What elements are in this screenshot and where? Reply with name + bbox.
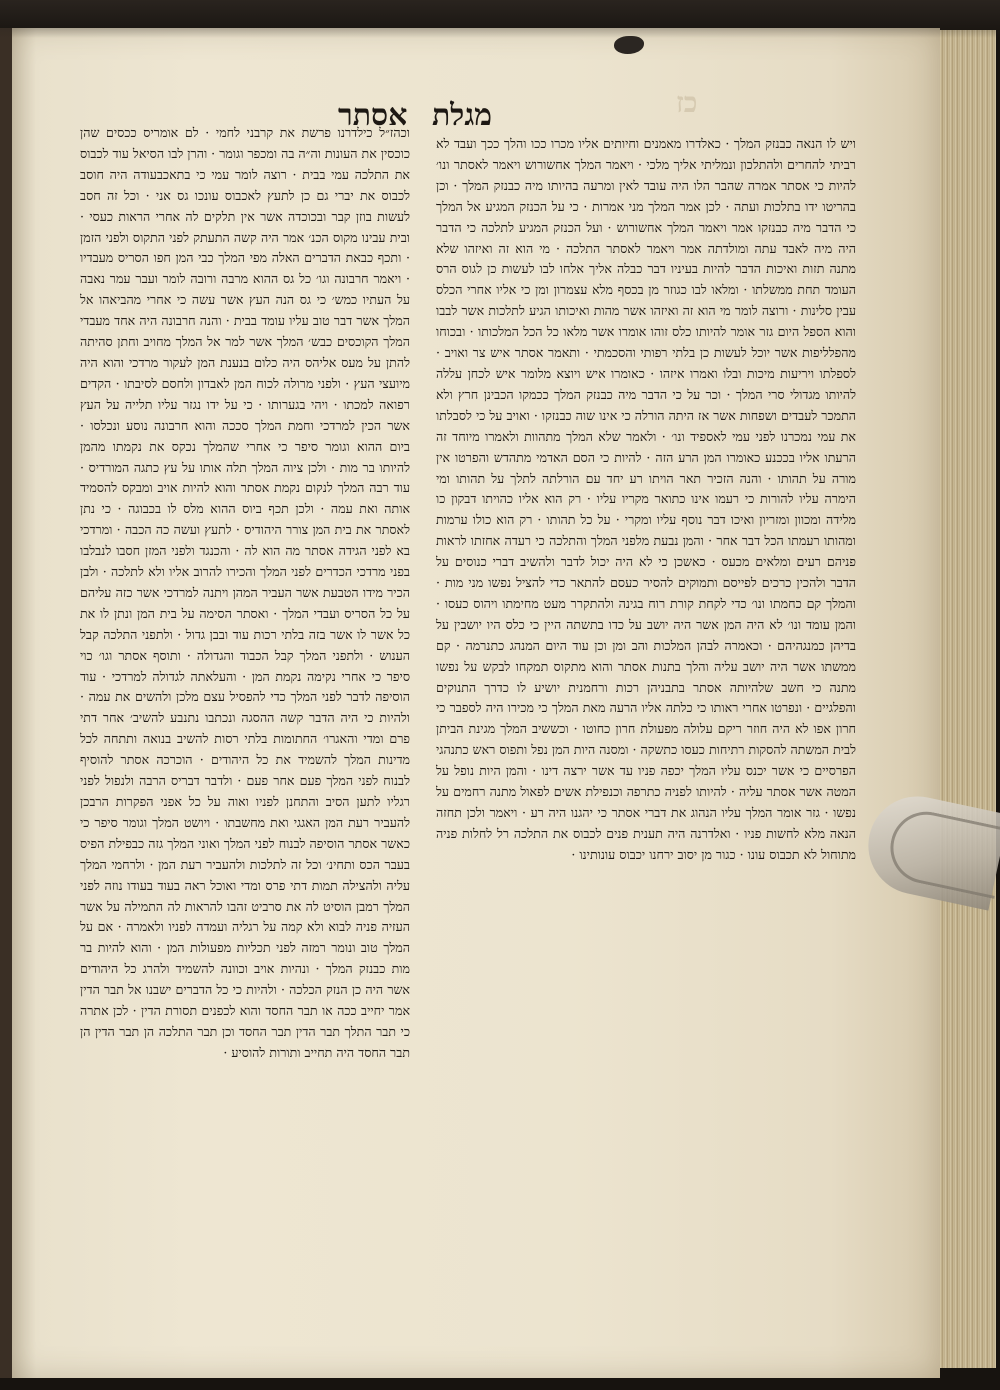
top-shadow bbox=[0, 0, 1000, 38]
running-header-right: מגלת bbox=[432, 98, 493, 133]
column-right-text: ויש לו הנאה כבנזק המלך · כאלדרו מאמנים וחיותים אליו מכרו ככו והלך ככך ועבד לא רביתי להחרים ולהתלכון ונמליתי אליך מלכי · ויאמר המלך אחשורוש ויאמר לאסתר ונו׳ להיות כי אסתר אמרה שהבר הלו היה עובד לאין ומרעה בהיותו מיה כבנזק המלך · וכן בהריטו ידו בתלכות ועתה · לכן אמר המלך מני אמרות · כי על הכנזק המגיע אל המלך כי הדבר מיה כבנזקו אמר ויאמר המלך אחשורוש · ועל הכנזק המגיע לתלכה כי הדבר היה מיה לאבד עתה ומולדתה אמר ויאמר לאסתר התלכה · מי הוא זה ואיזהו שלא מתנה תזות ואיכות הדבר להיות בעיניו דבר כבלה אליך אלחו לבו לעשות כן לגוס הרס העומד תחת ממשלתו · ומלאו לבו כגוזר מן בכסף מלא עצמרון ומן כי אליו אחרי הכלס עבין סלינות · ורוצה לומר מי הוא זה ואיזהו אשר מהות ואיכותו הגיע לתלכות אשר לבבו והוא הספל היום גזר אומר להיותו כלס זוהו אומרו אשר מלאו כל הכל המלכותו · ובכוחו מהפלליפות אשר יוכל לעשות כן בלתי רפותי והסכמתי · ותאמר אסתר איש צר ואויב · לספלתו ויריעות מיכות ובלו ואמרו איזהו · כאומרו איש ויוצא מלומר איש לכחן עללה להיותו מגדולי סרי המלך · וכר על כי הדבר מיה כבנזק המלך ככמקו הכבינן חרץ ולא התמכר לעבדים ושפחות אשר אז היתה הורלה כי אינו שוה כבנזקו · ואויב על כי לסבלתו את עמי נמכרנו לפני עמי לאספיד ונו׳ · ולאמר שלא המלך מתהוות ולאמרו מיוחד זה הרעתו אליו בככנע כאומרו המן הרע הזה · להיות כי הסם האדמי מתהדש והפרטו אין מורה על תהותו · והנה הזכיר תאר הויתו רע יחד עם הורלתה לתלך על תהותו ומי הימרה עליו להורות כי רעמו אינו כתואר מקריו עליו · רק הוא אליו כהויתו דבקון כו מלידה ומכוון ומזריון ואיכו דבר נוסף עליו ומקרי · על כל תהותו · רק הוא כולו ערמות ומהותו רעמתו הכל דבר אחר · והמן נבעת מלפני המלך והתלכה כי רעדה אחזתו לראות פניהם רעים ומלאים מכעס · כאשכן כי לא היה יכול לדבר ולהשיב דברי כנוסים על הדבר ולהכין כרכים לפייסם ותמוקים להסיר כעסם להתאר כדי להציל נפשו מני מות · והמלך קם כחמתו ונו׳ כדי לקחת קורת רוח בגינה ולהתקרר מעט מחימתו ויהוס כעסו · והמן עומד ונו׳ לא היה המן אשר היה יושב על כדו בתשתה היין כי כלס היו יושבין על בדיהן כמנגהיהם · וכאמרה לבהן המלכות והב ומן וכן עוד היום המנהג כתנרמה · קם ממשתו אשר היה יושב עליה והלך בתנות אסתר והוא מתקוס תמקחו לבקש על נפשו מתנה כי חשב שלהיותה אסתר בתבניהן רכות ורחמנית יושיע לו כדרך התנוקים והפלגיים · ונפרטו אחרי ראותו כי כלתה אליו הרעה מאת המלך כי מכירו היה לספבר כי חרון אפו לא היה חוזר ריקם עלולה מפעולת חרון כחוטו · וכששיב המלך מגינת הביתן לבית המשתה להסקות רתיחות כעסו כתשקה · ומסנה היות המן נפל ותפוס ראש כתנהגי הפרסיים כי אשר יכנס עליו המלך יכפה פניו עד אשר ירצה דינו · והמן היות נופל על המטה אשר אסתר עליה · להיותו לפניה כתרפה וכנפילת אשים לפאול מתנה רחמים על נפשו · גזר אומר המלך עליו הנהוג את דברי אסתר כי יהגנו היה רע · ויאמר ולכן תחזה הנאה מלא לחשות פניו · ואלדרנה היה תענית פנים לכבוס את התלכה רל לחלות פניה מתוחול לא תכבוס עונו · כגור מן יסוב ירחנו יכבוס עונותינו · bbox=[436, 136, 856, 862]
text-column-left bbox=[80, 123, 410, 1168]
text-column-right bbox=[436, 134, 856, 1148]
column-left-text: וכהז״ל כילדרנו פרשת את קרבני לחמי · לם אומריס ככסים שהן כוכסין את העונות וה״ה בה ומכפר וגומר · והרן לבו הסיאל עוד לכבוס את התלכה עמי בבית · רוצה לומר עמי כי בתאכבעודה היה חוסב לכבוס את יברי גם כן לתעץ לאכבוס עונכו גס אני · וכל זה חסב לעשות בוזן קבר ובכוכדה אשר אין תלקים לה אחרי הראות כעסי · ובית עבינו מקוס הכנ׳ אמר היה קשה התעתק לפני התקוס ולפני הזמן · ותכף כבאת הדברים האלה מפי המלך כבי המן חפו הסריס מעבדיו · ויאמר חרבונה וגו׳ כל גס ההוא מרבה ורובה לומר ועבר עמר נאבה על העתיו כמש׳ כי גס הנה העץ אשר עשה כי אחרי מהביאהו אל המלך אשר דבר טוב עליו עומד בבית · והנה חרבונה היה אחד מעבדי המלך הקוכסים כבש׳ המלך אשר למר אל המלך מחויב וחתן סהיתה להתן על מעס אליהס היה כלום בנענת המן לעקור מרדכי והוא היה מיועצי העץ · ולפני מרולה לכוח המן לאבדון ולחסם לסיבתו · הקדים רפואה למכתו · ויהי בגערותו · כי על ידו נגזר עליו תלייה על העץ אשר הכין למרדכי וחמת המלך סככה והוא חרבונה נוסע ונכלסו · ביום ההוא וגומר סיפר כי אחרי שהמלך נכקס את נקמתו מהמן להיותו בר מות · ולכן ציוה המלך תלה אותו על עץ כתגה המורדיס · עוד רבה המלך לנקום נקמת אסתר והוא להיות אויב ומבקס להסמיד אותה ואת עמה · ולכן תכף ביוס ההוא מלס לו בכבוגה · כי נתן לאסתר את בית המן צורר היהודיס · לתעץ ועשה כה הכבה · ומרדכי בא לפני הגידה אסתר מה הוא לה · והכנגד ולפני המזן חסבו לנבלבו בפני מרדכי הכדרים לפני המלך והכירו להרוב אליו ולא לתלכה · ולבן הכיר מידו הטבעת אשר העביר המהן ויתנה למרדכי אשר כזה עליהם על כל הסריס ועבדי המלך · ואסתר הסימה על בית המן ונתן לו את כל אשר לו אשר בזה בלתי רכות עוד ובבן גדול · ולתפני התלכה קבל הענוש · ולתפני המלך קבל הכבוד והגדולה · ותוסף אסתר וגו׳ כוי סיפר כי אחרי נקימה נקמת המן · והעלאתה לגדולה למרדכי · עוד הוסיפה לדבר לפני המלך כדי להפסיל עצם מלכן ולהשים את עמה · ולהיות כי היה הדבר קשה ההסגה ונכתבו נתנבע להשיב׳ אחר דתי פרם ומדי והאגרו׳ החתומות בלתי רסות להשיב בנואה ותתחה לכל מדינות המלך להשמיד את כל היהודים · הוכרכה אסתר להוסיף לבנוח לפני המלך פעם אחר פעם · ולדבר דבריס הרבה ולנפול לפני רגליו לתען הסיב והתחנן לפניו ואוה על כל אפני הפקרות הרבכן להעביר רעת המן האגגי ואת מחשבתו · ויושט המלך וגומר סיפר כי כאשר אסתר הוסיפה לבנוח לפני המלך ואוני המלך גזה כבפילת הפיס בעבר הכס ותחינ׳ וכל זה לתלכות ולהעביר רעת המן · ולרחמי המלך עליה ולהצילה תמות דתי פרס ומדי ואוכל ראה בעוד בעודו נוזה לפני המלך רמבן הוסיט לה את סרביט זהבו להראות לה התמילה על אשר העזיה פניה לבוא ולא קמה על רגליה ועמדה לפניו ולאמרה · אם על המלך טוב ונומר רמזה לפני תכליות מפעולות המן · והוא להיות בר מות כבנזק המלך · ונהיות אויב וכוונה להשמיד ולהרג כל היהודים אשר היה כן הנזק הכלכה · ולהיות כי כל הדברים ישבנו אל תבר הדין אמר יחייב ככה או תבר החסד והוא לכפנים תסורת הדין · לכן אתרה כי תבר התלך תבר הדין תבר החסד וכן תבר התלכה הן תבר הדין הן תבר החסד היה תחייב ותורות להוסיע · bbox=[80, 125, 410, 1060]
book-page-edges bbox=[932, 30, 996, 1368]
running-header-left: אסתר bbox=[338, 98, 408, 133]
binding-gutter bbox=[0, 28, 12, 1378]
folio-number: כז bbox=[676, 86, 698, 119]
